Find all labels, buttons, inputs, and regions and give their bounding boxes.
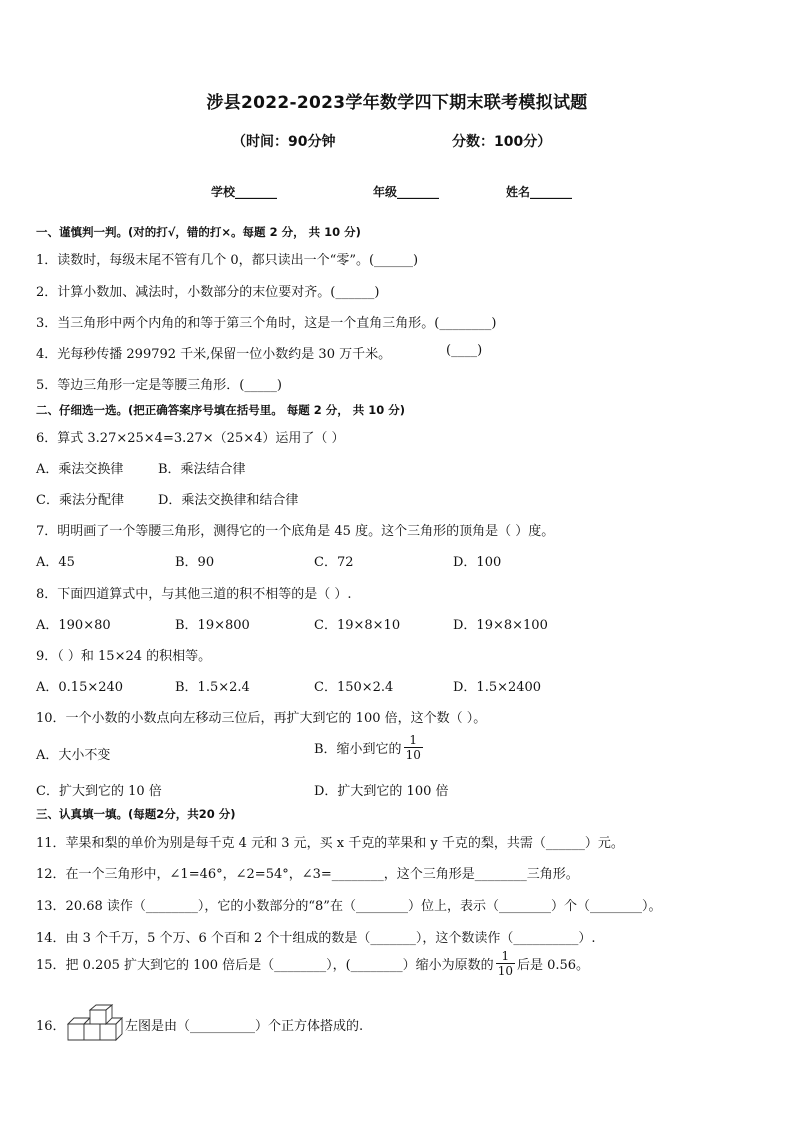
question-13: 13．20.68 读作（________），它的小数部分的“8”在（________）位上，表示（________）个（________）。 [36,899,662,914]
question-8-option-a: A．190×80 [36,618,111,633]
question-9: 9．（ ）和 15×24 的积相等。 [36,649,212,664]
question-9-option-c: C．150×2.4 [314,680,394,695]
section-2-heading: 二、仔细选一选。(把正确答案序号填在括号里。 每题 2 分， 共 10 分) [36,403,406,417]
question-14: 14．由 3 个千万，5 个万、6 个百和 2 个十组成的数是（_______），这个数读作（__________）. [36,931,596,946]
section-3-heading: 三、认真填一填。(每题2分，共20 分) [36,807,236,821]
question-6: 6．算式 3.27×25×4=3.27×（25×4）运用了（ ） [36,431,345,446]
fraction-numerator: 1 [501,949,510,963]
question-10: 10．一个小数的小数点向左移动三位后，再扩大到它的 100 倍，这个数（ ）。 [36,711,487,726]
question-16: 左图是由（__________）个正方体搭成的. [125,1019,364,1034]
question-7-option-a: A．45 [36,555,75,570]
fraction-one-tenth [496,949,515,978]
question-2: 2．计算小数加、减法时，小数部分的末位要对齐。(______) [36,285,380,300]
question-11: 11．苹果和梨的单价为别是每千克 4 元和 3 元，买 x 千克的苹果和 y 千克的梨，共需（______）元。 [36,836,624,851]
cube-stack-figure [66,1004,124,1044]
fraction-numerator: 1 [409,733,418,747]
question-7: 7．明明画了一个等腰三角形，测得它的一个底角是 45 度。这个三角形的顶角是（ ）度。 [36,524,555,539]
question-8: 8．下面四道算式中，与其他三道的积不相等的是（ ）. [36,587,352,602]
question-10-option-b [314,733,425,762]
question-9-option-b: B．1.5×2.4 [175,680,250,695]
exam-time: （时间：90分钟 [232,134,336,150]
question-7-option-c: C．72 [314,555,354,570]
fraction-denominator: 10 [497,964,513,978]
question-15-text: 15．把 0.205 扩大到它的 100 倍后是（________），(________）缩小为原数的 [36,958,494,973]
page-title: 涉县2022-2023学年数学四下期末联考模拟试题 [206,93,588,113]
question-12: 12．在一个三角形中，∠1=46°，∠2=54°，∠3=________，这个三角形是________三角形。 [36,867,579,882]
question-3: 3．当三角形中两个内角的和等于第三个角时，这是一个直角三角形。(________) [36,316,497,331]
section-1-heading: 一、谨慎判一判。(对的打√，错的打×。每题 2 分， 共 10 分) [36,225,361,239]
school-field: 学校_______ [211,185,278,199]
question-4: 4．光每秒传播 299792 千米,保留一位小数约是 30 万千米。 [36,347,392,362]
question-7-option-b: B．90 [175,555,215,570]
question-10-option-a: A．大小不变 [36,748,111,763]
fraction-denominator: 10 [405,748,421,762]
question-8-option-b: B．19×800 [175,618,250,633]
question-1: 1．读数时，每级末尾不管有几个 0，都只读出一个“零”。(______) [36,253,419,268]
question-5: 5．等边三角形一定是等腰三角形．(_____) [36,378,282,393]
question-6-option-d: D．乘法交换律和结合律 [158,493,299,508]
question-7-option-d: D．100 [453,555,502,570]
fraction-one-tenth [404,733,423,762]
question-10-option-b-text: B．缩小到它的 [314,742,402,757]
name-field: 姓名_______ [506,185,573,199]
question-15-end: 后是 0.56。 [516,958,590,973]
question-10-option-d: D．扩大到它的 100 倍 [314,784,449,799]
question-8-option-d: D．19×8×100 [453,618,548,633]
question-9-option-d: D．1.5×2400 [453,680,542,695]
question-6-option-c: C．乘法分配律 [36,493,124,508]
question-9-option-a: A．0.15×240 [36,680,124,695]
question-10-option-c: C．扩大到它的 10 倍 [36,784,162,799]
question-6-option-b: B．乘法结合律 [158,462,246,477]
question-8-option-c: C．19×8×10 [314,618,401,633]
question-4-blank: (____) [446,343,483,358]
question-6-option-a: A．乘法交换律 [36,462,124,477]
question-15 [36,949,589,978]
question-16-number: 16． [36,1019,66,1034]
exam-score: 分数：100分） [452,134,552,150]
grade-field: 年级_______ [373,185,440,199]
